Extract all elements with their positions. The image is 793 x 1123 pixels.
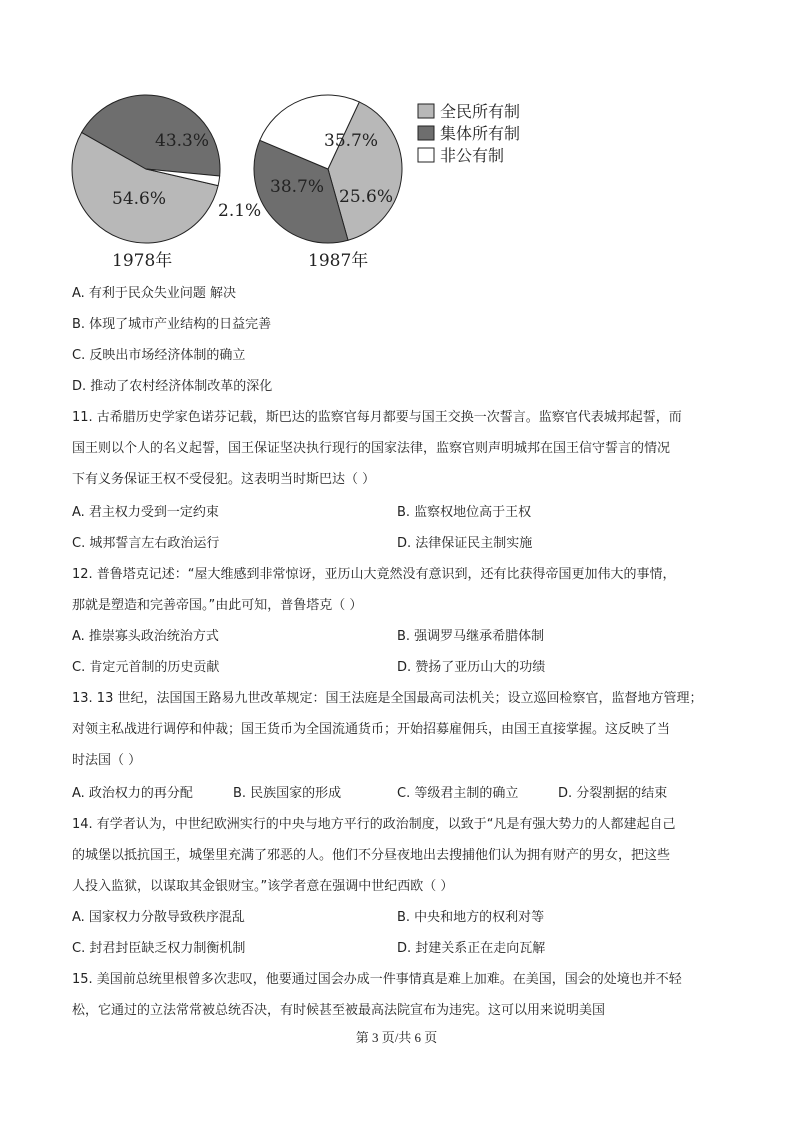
pie1-label-public: 54.6% [112,189,167,209]
q12-stem-line1: 12. 普鲁塔克记述：“屋大维感到非常惊讶，亚历山大竟然没有意识到，还有比获得帝国更加伟大的事情， [72,567,676,582]
q11-option-d: D. 法律保证民主制实施 [397,536,533,551]
q14-option-c: C. 封君封臣缺乏权力制衡机制 [72,941,246,956]
q11-stem-line1: 11. 古希腊历史学家色诺芬记载，斯巴达的监察官每月都要与国王交换一次誓言。监察官代表城邦起誓，而 [72,410,682,425]
q12-stem-line2: 那就是塑造和完善帝国。”由此可知，普鲁塔克（ ） [72,598,363,613]
legend-swatch-nonpublic [418,148,434,162]
q13-option-d: D. 分裂割据的结束 [558,786,668,801]
q12-option-b: B. 强调罗马继承希腊体制 [397,629,545,644]
q14-option-d: D. 封建关系正在走向瓦解 [397,941,546,956]
page-footer: 第 3 页/共 6 页 [355,1030,438,1045]
q10-option-c: C. 反映出市场经济体制的确立 [72,348,246,363]
q12-option-a: A. 推崇寡头政治统治方式 [72,629,219,644]
q13-option-c: C. 等级君主制的确立 [397,786,519,801]
q11-stem-line3: 下有义务保证王权不受侵犯。这表明当时斯巴达（ ） [72,472,376,487]
pie1-label-nonpublic: 2.1% [218,201,262,221]
q11-option-c: C. 城邦誓言左右政治运行 [72,536,220,551]
q10-option-b: B. 体现了城市产业结构的日益完善 [72,317,272,332]
q15-stem-line1: 15. 美国前总统里根曾多次悲叹，他要通过国会办成一件事情真是难上加难。在美国，国会的处境也并不轻 [72,972,682,987]
q10-option-d: D. 推动了农村经济体制改革的深化 [72,379,273,394]
q13-option-a: A. 政治权力的再分配 [72,786,193,801]
q12-option-d: D. 赞扬了亚历山大的功绩 [397,660,546,675]
q14-stem-line3: 人投入监狱，以谋取其金银财宝。”该学者意在强调中世纪西欧（ ） [72,879,454,894]
chart-legend [418,103,520,165]
pie2-label-public: 38.7% [270,177,325,197]
q11-option-a: A. 君主权力受到一定约束 [72,505,219,520]
pie-chart-1987 [254,95,402,243]
pie2-year-label: 1987年 [308,251,369,271]
q14-stem-line1: 14. 有学者认为，中世纪欧洲实行的中央与地方平行的政治制度，以致于“凡是有强大势力的人都建起自己 [72,817,676,832]
q13-option-b: B. 民族国家的形成 [233,786,342,801]
q14-stem-line2: 的城堡以抵抗国王，城堡里充满了邪恶的人。他们不分昼夜地出去搜捕他们认为拥有财产的男女，把这些 [72,848,671,863]
pie1-label-collective: 43.3% [155,131,210,151]
q10-option-a: A. 有利于民众失业问题 解决 [72,286,237,301]
q11-option-b: B. 监察权地位高于王权 [397,505,532,520]
pie-charts-figure [60,92,540,274]
legend-label-collective: 集体所有制 [440,126,521,143]
q14-option-a: A. 国家权力分散导致秩序混乱 [72,910,245,925]
legend-label-nonpublic: 非公有制 [440,148,505,165]
q13-stem-line2: 对领主私战进行调停和仲裁；国王货币为全国流通货币；开始招募雇佣兵，由国王直接掌握。这反映了当 [72,722,671,737]
q12-option-c: C. 肯定元首制的历史贡献 [72,660,220,675]
pie-chart-1978 [72,95,220,243]
legend-label-public: 全民所有制 [440,104,521,121]
q13-stem-line1: 13. 13 世纪，法国国王路易九世改革规定：国王法庭是全国最高司法机关；设立巡回检察官，监督地方管理； [72,691,703,706]
pie2-label-collective: 35.7% [324,131,379,151]
q11-stem-line2: 国王则以个人的名义起誓，国王保证坚决执行现行的国家法律，监察官则声明城邦在国王信守誓言的情况 [72,441,671,456]
q13-stem-line3: 时法国（ ） [72,753,142,768]
pie1-year-label: 1978年 [112,251,173,271]
legend-swatch-collective [418,126,434,140]
pie2-label-nonpublic: 25.6% [339,187,394,207]
q14-option-b: B. 中央和地方的权利对等 [397,910,545,925]
legend-swatch-public [418,104,434,118]
q15-stem-line2: 松，它通过的立法常常被总统否决，有时候甚至被最高法院宣布为违宪。这可以用来说明美国 [72,1003,606,1018]
